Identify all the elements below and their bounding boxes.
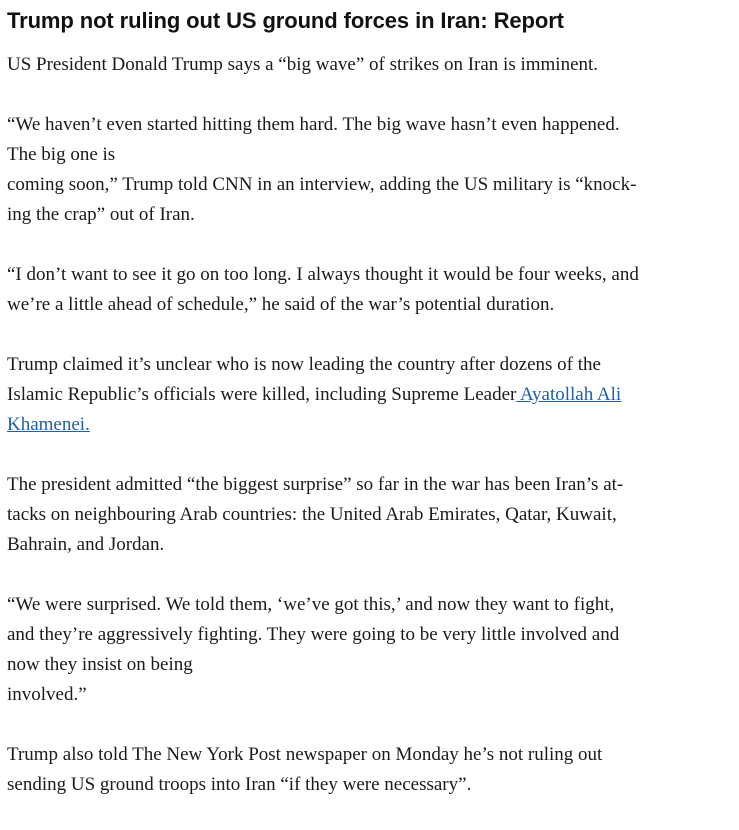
paragraph-line: we’re a little ahead of schedule,” he said of the war’s potential duration.	[7, 294, 555, 315]
paragraph-line	[7, 410, 734, 440]
paragraph-4	[7, 350, 734, 440]
paragraph-6	[7, 590, 734, 710]
paragraph-line: tacks on neighbouring Arab countries: the United Arab Emirates, Qatar, Kuwait,	[7, 504, 617, 525]
paragraph-line: “I don’t want to see it go on too long. I always thought it would be four weeks, and	[7, 264, 639, 285]
paragraph-7	[7, 740, 734, 800]
paragraph-line: involved.”	[7, 684, 87, 705]
paragraph-5	[7, 470, 734, 560]
paragraph-line: and they’re aggressively fighting. They were going to be very little involved and	[7, 624, 620, 645]
paragraph-line: US President Donald Trump says a “big wave” of strikes on Iran is imminent.	[7, 54, 599, 75]
paragraph-line: now they insist on being	[7, 654, 193, 675]
paragraph-line: sending US ground troops into Iran “if they were necessary”.	[7, 774, 472, 795]
paragraph-line: ing the crap” out of Iran.	[7, 204, 195, 225]
paragraph-line: “We haven’t even started hitting them hard. The big wave hasn’t even happened.	[7, 114, 620, 135]
paragraph-line: The big one is	[7, 144, 116, 165]
article-headline: Trump not ruling out US ground forces in Iran: Report	[7, 8, 564, 33]
paragraph-line: Trump claimed it’s unclear who is now leading the country after dozens of the	[7, 354, 601, 375]
khamenei-link[interactable]: Ayatollah Ali	[516, 384, 622, 405]
paragraph-line: The president admitted “the biggest surprise” so far in the war has been Iran’s at-	[7, 474, 624, 495]
paragraph-3	[7, 260, 734, 320]
paragraph-line: “We were surprised. We told them, ‘we’ve got this,’ and now they want to fight,	[7, 594, 615, 615]
paragraph-2	[7, 110, 734, 230]
paragraph-line: coming soon,” Trump told CNN in an interview, adding the US military is “knock-	[7, 174, 637, 195]
paragraph-text: Islamic Republic’s officials were killed, including Supreme Leader	[7, 384, 517, 405]
khamenei-link-continued[interactable]: Khamenei.	[7, 414, 90, 435]
paragraph-line: Bahrain, and Jordan.	[7, 534, 165, 555]
paragraph-line: Trump also told The New York Post newspaper on Monday he’s not ruling out	[7, 744, 603, 765]
article	[7, 6, 734, 830]
paragraph-line	[7, 380, 734, 410]
paragraph-1	[7, 50, 734, 80]
